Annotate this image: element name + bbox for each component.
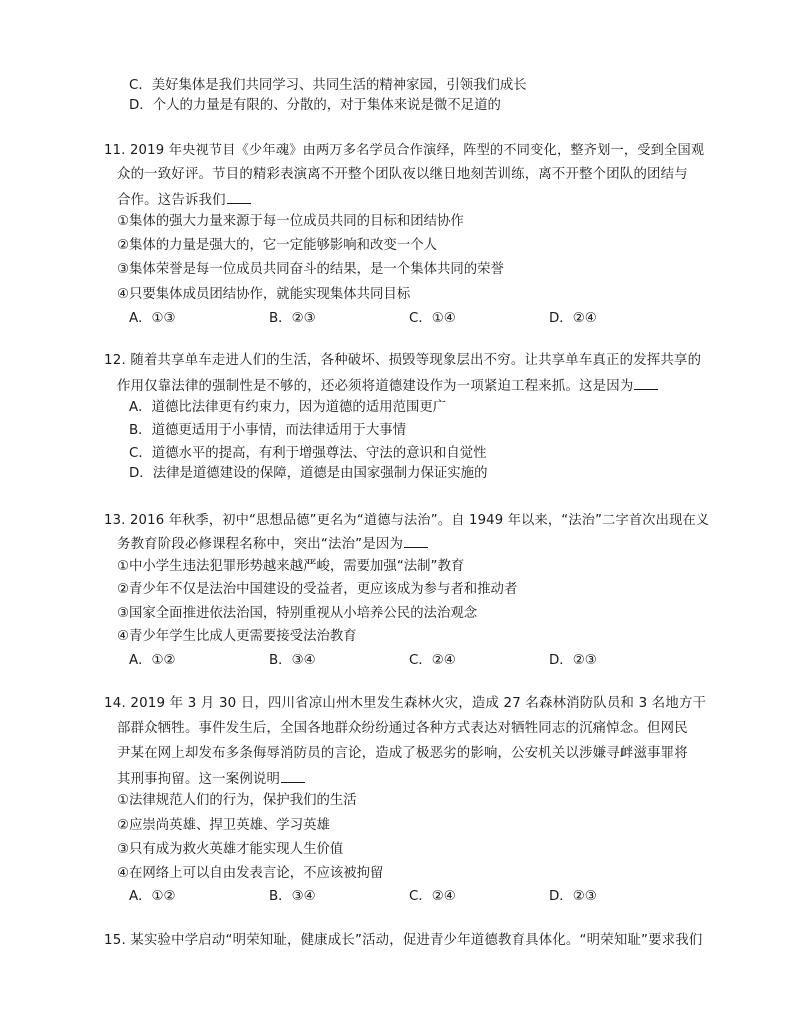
q11-statement-1: ①集体的强大力量来源于每一位成员共同的目标和团结协作 [117,214,464,229]
q12-option-d: D．法律是道德建设的保障，道德是由国家强制力保证实施的 [129,466,488,481]
q11-stem-text: 合作。这告诉我们 [117,193,226,208]
q14-choice-c: C．②④ [409,889,456,904]
q15-stem-line-1: 15. 某实验中学启动“明荣知耻，健康成长”活动，促进青少年道德教育具体化。“明荣知耻”要求我们 [104,933,703,948]
q14-stem-line-2: 部群众牺牲。事件发生后，全国各地群众纷纷通过各种方式表达对牺牲同志的沉痛悼念。但网民 [117,721,688,736]
q11-choice-d: D．②④ [549,311,597,326]
q13-stem-text: 务教育阶段必修课程名称中，突出“法治”是因为 [117,537,404,552]
q13-statement-3: ③国家全面推进依法治国，特别重视从小培养公民的法治观念 [117,606,478,621]
q14-statement-3: ③只有成为救火英雄才能实现人生价值 [117,842,344,857]
q14-choice-a: A．①② [129,889,176,904]
q13-stem-line-2 [117,533,428,555]
q12-stem-text: 作用仅靠法律的强制性是不够的，还必须将道德建设作为一项紧迫工程来抓。这是因为 [117,379,634,394]
q11-statement-4: ④只要集体成员团结协作，就能实现集体共同目标 [117,287,411,302]
q12-option-b: B．道德更适用于小事情，而法律适用于大事情 [129,423,406,438]
q13-statement-1: ①中小学生违法犯罪形势越来越严峻，需要加强“法制”教育 [117,559,465,574]
answer-blank [227,189,251,204]
q11-stem-line-2: 众的一致好评。节目的精彩表演离不开整个团队夜以继日地刻苦训练，离不开整个团队的团结与 [117,167,688,182]
q14-statement-4: ④在网络上可以自由发表言论，不应该被拘留 [117,866,384,881]
q11-stem-line-3 [117,189,251,211]
q14-stem-text: 其刑事拘留。这一案例说明 [117,772,281,787]
answer-blank [404,533,428,548]
q11-statement-3: ③集体荣誉是每一位成员共同奋斗的结果，是一个集体共同的荣誉 [117,262,504,277]
q13-statement-2: ②青少年不仅是法治中国建设的受益者，更应该成为参与者和推动者 [117,582,518,597]
q11-statement-2: ②集体的力量是强大的，它一定能够影响和改变一个人 [117,238,437,253]
answer-blank [634,375,658,390]
answer-blank [281,768,305,783]
q14-stem-line-3: 尹某在网上却发布多条侮辱消防员的言论，造成了极恶劣的影响，公安机关以涉嫌寻衅滋事罪将 [117,746,688,761]
q11-choice-a: A．①③ [129,311,176,326]
q14-choice-b: B．③④ [269,889,316,904]
q12-stem-line-2 [117,375,658,397]
prev-option-d: D．个人的力量是有限的、分散的，对于集体来说是微不足道的 [129,98,501,113]
q11-choice-c: C．①④ [409,311,456,326]
prev-option-c: C．美好集体是我们共同学习、共同生活的精神家园，引领我们成长 [129,78,527,93]
q14-stem-line-4 [117,768,305,790]
q13-choice-b: B．③④ [269,653,316,668]
q13-stem-line-1: 13. 2016 年秋季，初中“思想品德”更名为“道德与法治”。自 1949 年以来，“法治”二字首次出现在义 [104,513,710,528]
q12-option-c: C．道德水平的提高，有利于增强尊法、守法的意识和自觉性 [129,446,487,461]
q11-choice-b: B．②③ [269,311,316,326]
q14-stem-line-1: 14. 2019 年 3 月 30 日，四川省凉山州木里发生森林火灾，造成 27 名森林消防队员和 3 名地方干 [104,696,707,711]
q12-option-a: A．道德比法律更有约束力，因为道德的适用范围更广 [129,400,447,415]
q12-stem-line-1: 12. 随着共享单车走进人们的生活，各种破坏、损毁等现象层出不穷。让共享单车真正的发挥共享的 [104,353,702,368]
q14-statement-2: ②应崇尚英雄、捍卫英雄、学习英雄 [117,818,330,833]
q13-choice-c: C．②④ [409,653,456,668]
q13-choice-d: D．②③ [549,653,597,668]
q13-choice-a: A．①② [129,653,176,668]
q11-stem-line-1: 11. 2019 年央视节目《少年魂》由两万多名学员合作演绎，阵型的不同变化，整齐划一，受到全国观 [104,143,705,158]
q13-statement-4: ④青少年学生比成人更需要接受法治教育 [117,629,357,644]
q14-statement-1: ①法律规范人们的行为，保护我们的生活 [117,793,357,808]
q14-choice-d: D．②③ [549,889,597,904]
